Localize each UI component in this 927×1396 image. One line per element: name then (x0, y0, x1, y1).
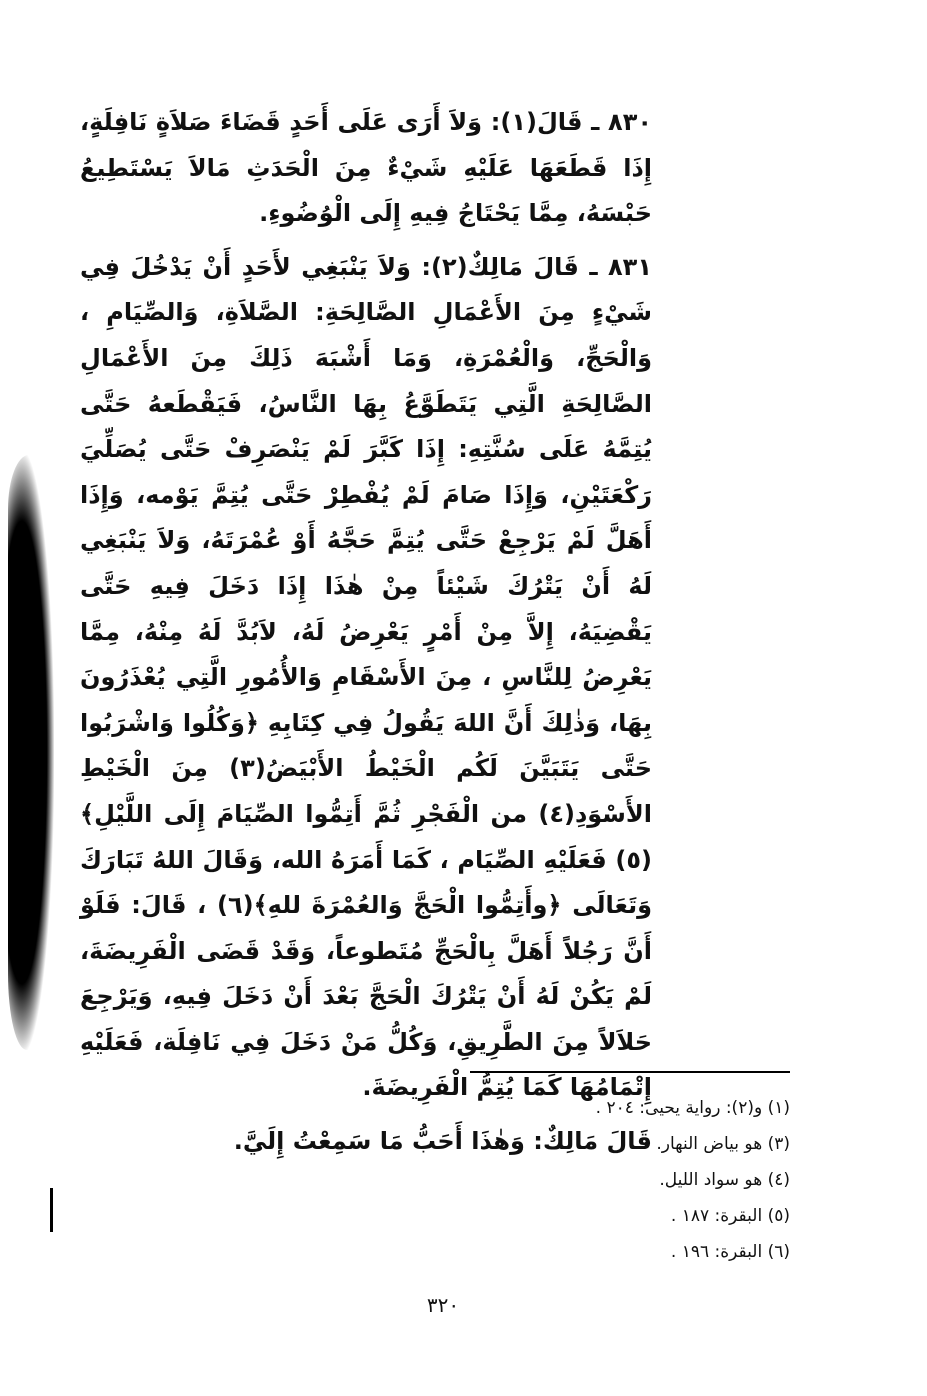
footnote-5: (٥) البقرة: ١٨٧ . (670, 1206, 790, 1226)
scan-edge-shadow (8, 455, 54, 1050)
footnote-1-2: (١) و(٢): رواية يحيى: ٢٠٤ . (595, 1098, 790, 1118)
footnote-6: (٦) البقرة: ١٩٦ . (670, 1242, 790, 1262)
footnote-4: (٤) هو سواد الليل. (659, 1170, 790, 1190)
footnotes (470, 1090, 790, 1270)
paragraph-831: ٨٣١ ـ قَالَ مَالِكٌ(٢): وَلاَ يَنْبَغِي لأَحَدٍ أَنْ يَدْخُلَ فِي شَيْءٍ مِنَ الأَعْمَالِ الصَّالِحَةِ: الصَّلاَةِ، وَالصِّيَامِ ، وَالْحَجِّ، وَالْعُمْرَةِ، وَمَا أَشْبَهَ ذَلِكَ مِنَ الأَعْمَالِ الصَّالِحَةِ الَّتِي يَتَطَوَّعُ بِهَا النَّاسُ، فَيَقْطَعهُ حَتَّى يُتِمَّهُ عَلَى سُنَّتِهِ: إِذَا كَبَّرَ لَمْ يَنْصَرِفْ حَتَّى يُصَلِّيَ رَكْعَتَيْنِ، وَإِذَا صَامَ لَمْ يُفْطِرْ حَتَّى يُتِمَّ يَوْمه، وَإِذَا أَهَلَّ لَمْ يَرْجِعْ حَتَّى يُتِمَّ حَجَّهُ أَوْ عُمْرَتَهُ، وَلاَ يَنْبَغِي لَهُ أَنْ يَتْرُكَ شَيْئاً مِنْ هٰذَا إِذَا دَخَلَ فِيهِ حَتَّى يَقْضِيَهُ، إِلاَّ مِنْ أَمْرٍ يَعْرِضُ لَهُ، لاَبُدَّ لَهُ مِنْهُ، مِمَّا يَعْرِضُ لِلنَّاسِ ، مِنَ الأَسْقَامِ وَالأُمُورِ الَّتِي يُعْذَرُونَ بِهَا، وَذٰلِكَ أَنَّ اللهَ يَقُولُ فِي كِتَابِهِ ﴿وَكُلُوا وَاشْرَبُوا حَتَّى يَتَبَيَّنَ لَكُم الْخَيْطُ الأَبْيَضُ(٣) مِنَ الْخَيْطِ الأَسْوَدِ(٤) من الْفَجْرِ ثُمَّ أَتِمُّوا الصِّيَامَ إِلَى اللَّيْلِ﴾(٥) فَعَلَيْهِ الصِّيَام ، كَمَا أَمَرَهُ الله، وَقَالَ اللهُ تَبَارَكَ وَتَعَالَى ﴿وأَتِمُّوا الْحَجَّ وَالعُمْرَةَ للهِ﴾(٦) ، قَالَ: فَلَوْ أَنَّ رَجُلاً أَهَلَّ بِالْحَجِّ مُتَطوعاً، وَقَدْ قَضَى الْفَرِيضَةَ، لَمْ يَكُنْ لَهُ أَنْ يَتْرُكَ الْحَجَّ بَعْدَ أَنْ دَخَلَ فِيهِ، وَيَرْجِعَ حَلاَلاً مِنَ الطَّرِيقِ، وَكُلُّ مَنْ دَخَلَ فِي نَافِلَة، فَعَلَيْهِ إِتْمَامُهَا كَمَا يُتِمُّ الْفَرِيضَةَ. (80, 252, 653, 1102)
footnote-divider (470, 1071, 790, 1073)
footnote-3: (٣) هو بياض النهار. (656, 1134, 790, 1154)
main-text (80, 100, 718, 1173)
page-number: ٣٢٠ (426, 1293, 460, 1317)
paragraph-malik-conclusion: قَالَ مَالِكٌ: وَهٰذَا أَحَبُّ مَا سَمِعْتُ إِلَيَّ. (233, 1127, 652, 1156)
scan-margin-mark (50, 1188, 53, 1232)
paragraph-830: ٨٣٠ ـ قَالَ(١): وَلاَ أَرَى عَلَى أَحَدٍ قَضَاءَ صَلاَةٍ نَافِلَةٍ، إِذَا قَطَعَهَا عَلَيْهِ شَيْءٌ مِنَ الْحَدَثِ مَالاَ يَسْتَطِيعُ حَبْسَهُ، مِمَّا يَحْتَاجُ فِيهِ إِلَى الْوُضُوءِ. (80, 108, 652, 228)
